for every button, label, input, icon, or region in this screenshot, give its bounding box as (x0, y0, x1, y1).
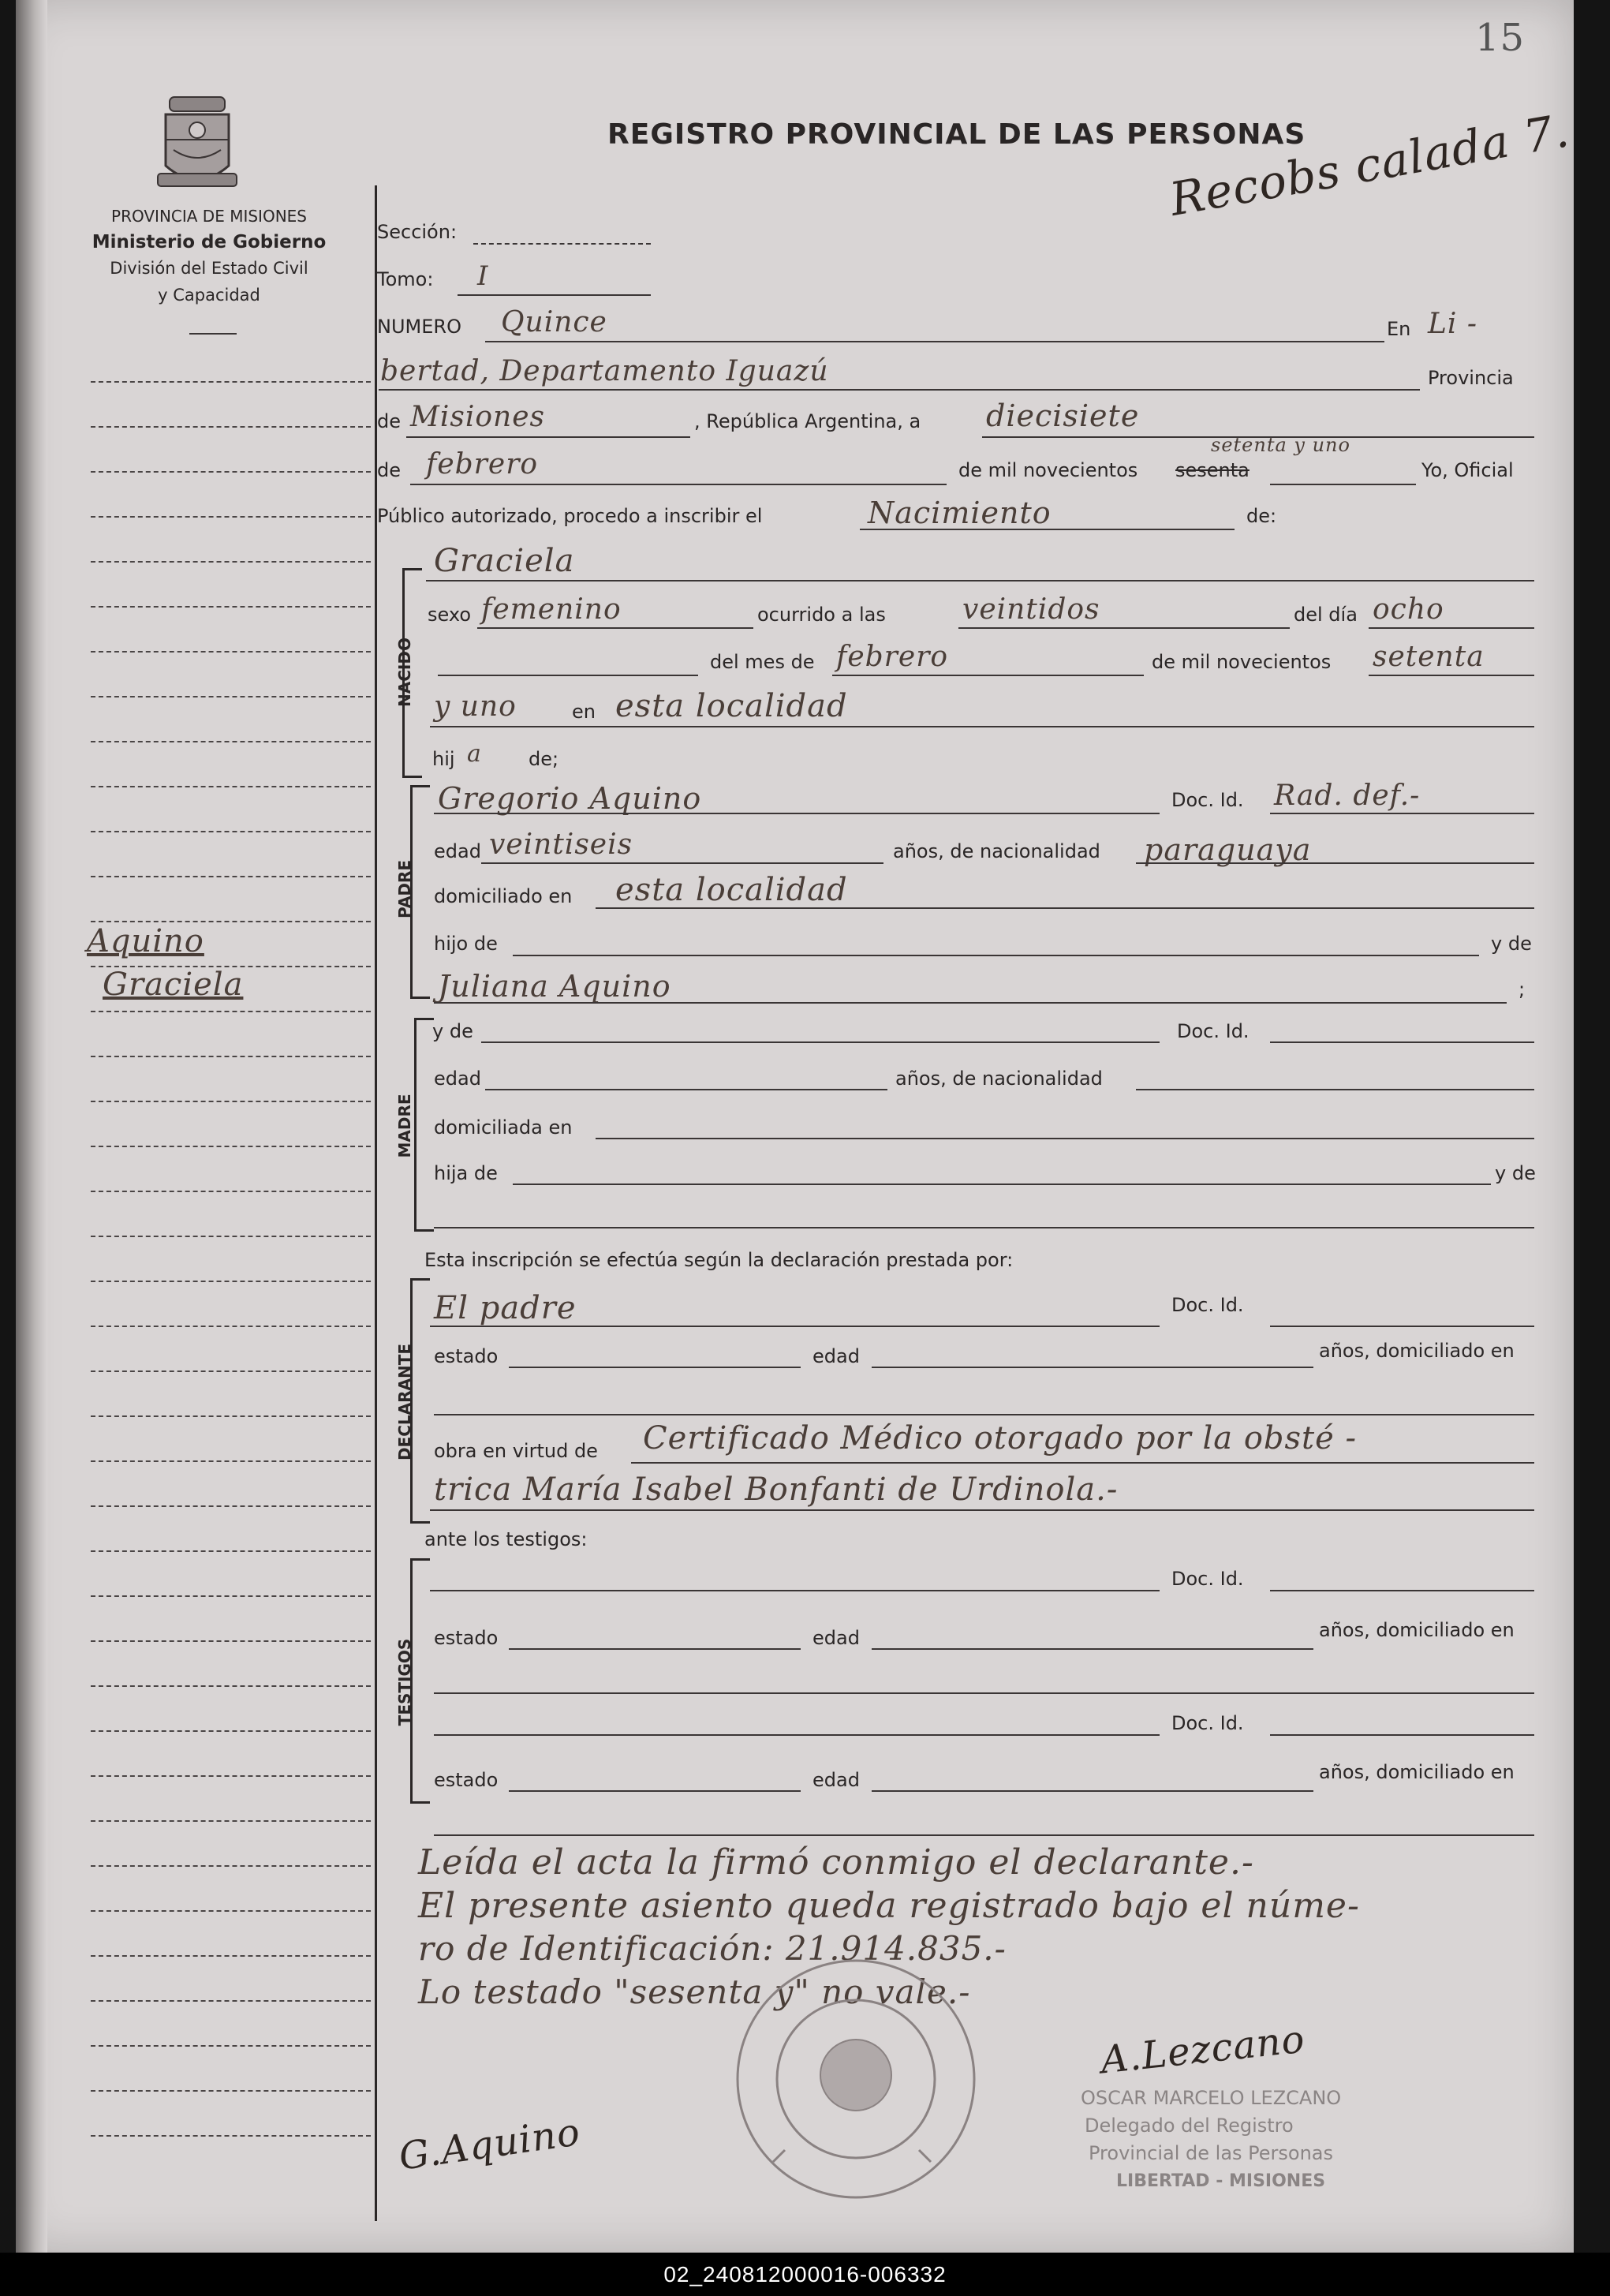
stamp-annotation: Recobs calada 7. (1165, 103, 1574, 226)
declaracion-intro: Esta inscripción se efectúa según la declaración prestada por: (424, 1249, 1014, 1271)
margin-line (91, 1146, 371, 1147)
hora-value: veintidos (962, 593, 1100, 626)
margin-line (91, 696, 371, 697)
margin-line (91, 1730, 371, 1732)
official-seal-icon (726, 1949, 986, 2209)
margin-line (91, 741, 371, 742)
padre-madre-line (434, 1002, 1507, 1004)
margin-line (91, 426, 371, 428)
margin-line (91, 1685, 371, 1687)
obra-line-2 (430, 1509, 1534, 1511)
main-vertical-rule (375, 185, 377, 2221)
de-colon-label: de: (1246, 505, 1277, 527)
padre-dom-line (596, 907, 1534, 909)
padre-nombre-line (434, 813, 1160, 814)
republica-label: , República Argentina, a (694, 410, 921, 432)
margin-line (91, 1505, 371, 1507)
hij-label: hij (432, 748, 455, 770)
madre-edad-line (485, 1089, 887, 1090)
oficial-lugar: LIBERTAD - MISIONES (1116, 2171, 1326, 2191)
padre-doc-label: Doc. Id. (1171, 789, 1244, 811)
testigo1-estado-line (509, 1648, 801, 1650)
margin-line (91, 471, 371, 473)
margin-line (91, 1820, 371, 1822)
testigo2-doc-label: Doc. Id. (1171, 1712, 1244, 1734)
margin-line (91, 1955, 371, 1957)
declarante-nombre: El padre (434, 1290, 577, 1326)
en-label-nacido: en (572, 701, 596, 723)
header-divider (189, 333, 237, 335)
margin-line (91, 1865, 371, 1867)
margin-line (91, 1550, 371, 1552)
sexo-line (477, 627, 753, 629)
obra-value-2: trica María Isabel Bonfanti de Urdinola.- (434, 1471, 1119, 1508)
oficial-cargo-1: Delegado del Registro (1085, 2115, 1294, 2137)
testigo2-estado-line (509, 1790, 801, 1792)
image-caption: 02_240812000016-006332 (0, 2253, 1610, 2296)
margin-line (91, 786, 371, 787)
declarante-estado-line (509, 1367, 801, 1368)
lugar-value: bertad, Departamento Iguazú (380, 355, 829, 387)
padre-madre-nombre: Juliana Aquino (438, 969, 671, 1004)
numero-line (485, 341, 1384, 342)
padre-edad-value: veintiseis (489, 828, 633, 861)
margin-line (91, 651, 371, 653)
margin-line (91, 606, 371, 608)
testigo1-dom-line (434, 1692, 1534, 1694)
margin-line (91, 1191, 371, 1192)
margin-given-name: Graciela (103, 967, 244, 1003)
anio-value-nacido: setenta (1373, 641, 1485, 673)
madre-hija-label: hija de (434, 1162, 498, 1184)
anio-value-nacido-b: y uno (434, 690, 517, 723)
tomo-line (458, 294, 651, 296)
declarante-doc-line (1270, 1326, 1534, 1327)
del-mes-label: del mes de (710, 651, 815, 673)
padre-dom-value: esta localidad (615, 872, 848, 908)
padre-nac-line (1136, 862, 1534, 864)
padre-edad-line (481, 862, 883, 864)
declarante-dom-line (434, 1414, 1534, 1415)
anio-line (1270, 484, 1416, 485)
document-title: REGISTRO PROVINCIAL DE LAS PERSONAS (607, 118, 1306, 151)
register-page (16, 0, 1574, 2253)
testigo2-dom-label: años, domiciliado en (1319, 1761, 1515, 1783)
cierre-line-3: ro de Identificación: 21.914.835.- (418, 1929, 1007, 1968)
hij-value: a (467, 740, 482, 768)
declarante-nombre-line (430, 1326, 1160, 1327)
testigo1-edad-label: edad (812, 1627, 860, 1649)
sexo-value: femenino (481, 593, 622, 626)
declarante-section-label: DECLARANTE (395, 1343, 414, 1461)
anio-line-nacido (1369, 675, 1534, 676)
lugar-line-nacido (430, 726, 1534, 727)
margin-line (91, 1460, 371, 1462)
mes-line-nacido (832, 675, 1144, 676)
mes-value-nacido: febrero (836, 641, 949, 673)
obra-value-1: Certificado Médico otorgado por la obsté - (643, 1420, 1358, 1457)
padre-edad-label: edad (434, 840, 481, 862)
padre-doc-line (1270, 813, 1534, 814)
dia-value: diecisiete (986, 398, 1140, 433)
madre-nac-line (1136, 1089, 1534, 1090)
de-label: de (377, 410, 401, 432)
margin-line (91, 921, 371, 922)
margin-line (91, 2000, 371, 2002)
margin-surname: Aquino (87, 923, 204, 959)
nacido-section-label: NACIDO (395, 638, 414, 707)
margin-line (91, 1640, 371, 1642)
mes-value: febrero (426, 448, 539, 481)
declarante-edad-line (872, 1367, 1313, 1368)
del-dia-label: del día (1294, 604, 1358, 626)
padre-hijo-label: hijo de (434, 933, 498, 955)
mil-label-nacido: de mil novecientos (1152, 651, 1332, 673)
margin-line (91, 831, 371, 832)
madre-y-de-label: y de (432, 1020, 473, 1042)
en-value: Li - (1428, 308, 1478, 340)
hora-line (958, 627, 1290, 629)
anio-struck: sesenta (1175, 459, 1250, 481)
margin-line (91, 1370, 371, 1372)
padre-nombre: Gregorio Aquino (438, 781, 702, 816)
declarante-dom-label: años, domiciliado en (1319, 1340, 1515, 1362)
obra-label: obra en virtud de (434, 1440, 598, 1462)
madre-y-de2-label: y de (1495, 1162, 1536, 1184)
provincia-label: Provincia (1428, 367, 1514, 389)
margin-line (91, 1415, 371, 1417)
margin-line (91, 1236, 371, 1237)
padre-dom-label: domiciliado en (434, 885, 573, 907)
madre-doc-line (1270, 1041, 1534, 1043)
testigo1-edad-line (872, 1648, 1313, 1650)
declarante-doc-label: Doc. Id. (1171, 1294, 1244, 1316)
testigos-intro: ante los testigos: (424, 1528, 588, 1550)
madre-edad-label: edad (434, 1068, 481, 1090)
mes-line (410, 484, 947, 485)
lugar-line (379, 389, 1420, 391)
madre-section-label: MADRE (395, 1094, 414, 1158)
en-label: En (1387, 318, 1411, 340)
nacido-nombre: Graciela (434, 543, 575, 579)
lugar-nacido: esta localidad (615, 688, 848, 724)
testigo1-nombre-line (430, 1590, 1160, 1591)
cierre-line-4: Lo testado "sesenta y" no vale.- (418, 1973, 971, 2011)
padre-doc-value: Rad. def.- (1274, 780, 1421, 812)
testigo1-estado-label: estado (434, 1627, 499, 1649)
mil-label: de mil novecientos (958, 459, 1138, 481)
seccion-label: Sección: (377, 221, 458, 243)
madre-dom-label: domiciliada en (434, 1116, 573, 1139)
margin-line (91, 1326, 371, 1327)
testigo1-dom-label: años, domiciliado en (1319, 1619, 1515, 1641)
madre-dom-line (596, 1138, 1534, 1139)
de-label-nacido: de; (529, 748, 559, 770)
ministry-label: Ministerio de Gobierno (92, 232, 327, 252)
provincia-line (406, 436, 690, 438)
margin-line (91, 1775, 371, 1777)
page-number: 15 (1475, 16, 1526, 60)
margin-line (91, 2045, 371, 2047)
numero-value: Quince (501, 306, 607, 338)
margin-line (91, 381, 371, 383)
margin-line (91, 1595, 371, 1597)
testigo2-edad-label: edad (812, 1769, 860, 1791)
oficial-nombre: OSCAR MARCELO LEZCANO (1081, 2087, 1342, 2109)
oficial-label: Yo, Oficial (1421, 459, 1514, 481)
provincia-value: Misiones (410, 401, 546, 433)
page-fold-shadow (16, 0, 47, 2253)
testigo2-estado-label: estado (434, 1769, 499, 1791)
declarante-estado-label: estado (434, 1345, 499, 1367)
oficial-cargo-2: Provincial de las Personas (1089, 2142, 1334, 2164)
obra-line-1 (631, 1462, 1534, 1464)
madre-nombre-line (481, 1041, 1160, 1043)
anio-value: setenta y uno (1211, 434, 1350, 456)
oficial-signature: A.Lezcano (1098, 2017, 1308, 2083)
coat-of-arms-icon (154, 91, 241, 197)
padre-nac-label: años, de nacionalidad (893, 840, 1100, 862)
padre-nac-value: paraguaya (1144, 832, 1312, 867)
declarante-signature: G.Aquino (396, 2110, 584, 2179)
blank-line-1 (438, 675, 698, 676)
margin-line (91, 876, 371, 877)
acto-line (860, 529, 1235, 530)
margin-line (91, 2135, 371, 2137)
publico-label: Público autorizado, procedo a inscribir el (377, 505, 763, 527)
testigo2-doc-line (1270, 1734, 1534, 1736)
madre-blank-line (434, 1227, 1534, 1228)
province-label: PROVINCIA DE MISIONES (111, 207, 307, 226)
declarante-edad-label: edad (812, 1345, 860, 1367)
margin-line (91, 1281, 371, 1282)
cierre-line-1: Leída el acta la firmó conmigo el declarante.- (418, 1842, 1254, 1883)
madre-nac-label: años, de nacionalidad (895, 1068, 1103, 1090)
numero-label: NUMERO (377, 316, 461, 338)
acto-value: Nacimiento (868, 495, 1052, 530)
padre-y-de-label: y de (1491, 933, 1532, 955)
seccion-line (473, 243, 651, 245)
margin-line (91, 561, 371, 563)
testigo1-doc-label: Doc. Id. (1171, 1568, 1244, 1590)
padre-section-label: PADRE (395, 860, 414, 918)
tomo-value: I (477, 260, 489, 292)
margin-line (91, 1011, 371, 1012)
division-label: División del Estado Civil (110, 259, 308, 278)
padre-semicolon: ; (1518, 978, 1526, 1000)
margin-line (91, 516, 371, 518)
dia-line-nacido (1369, 627, 1534, 629)
testigo2-nombre-line (434, 1734, 1160, 1736)
sexo-label: sexo (428, 604, 471, 626)
margin-line (91, 1056, 371, 1057)
testigo2-edad-line (872, 1790, 1313, 1792)
ocurrido-label: ocurrido a las (757, 604, 886, 626)
capacity-label: y Capacidad (158, 286, 260, 305)
de-label-2: de (377, 459, 401, 481)
margin-line (91, 1101, 371, 1102)
testigos-section-label: TESTIGOS (395, 1638, 414, 1726)
padre-hijo-line (513, 955, 1479, 956)
margin-line (91, 1910, 371, 1912)
nacido-nombre-line (426, 580, 1534, 581)
madre-doc-label: Doc. Id. (1177, 1020, 1250, 1042)
tomo-label: Tomo: (377, 268, 434, 290)
margin-line (91, 2090, 371, 2092)
madre-hija-line (513, 1184, 1491, 1185)
cierre-line-2: El presente asiento queda registrado bajo el núme- (418, 1886, 1360, 1926)
testigo1-doc-line (1270, 1590, 1534, 1591)
testigo2-dom-line (434, 1834, 1534, 1836)
dia-value-nacido: ocho (1373, 593, 1444, 626)
madre-bracket (414, 1018, 434, 1232)
